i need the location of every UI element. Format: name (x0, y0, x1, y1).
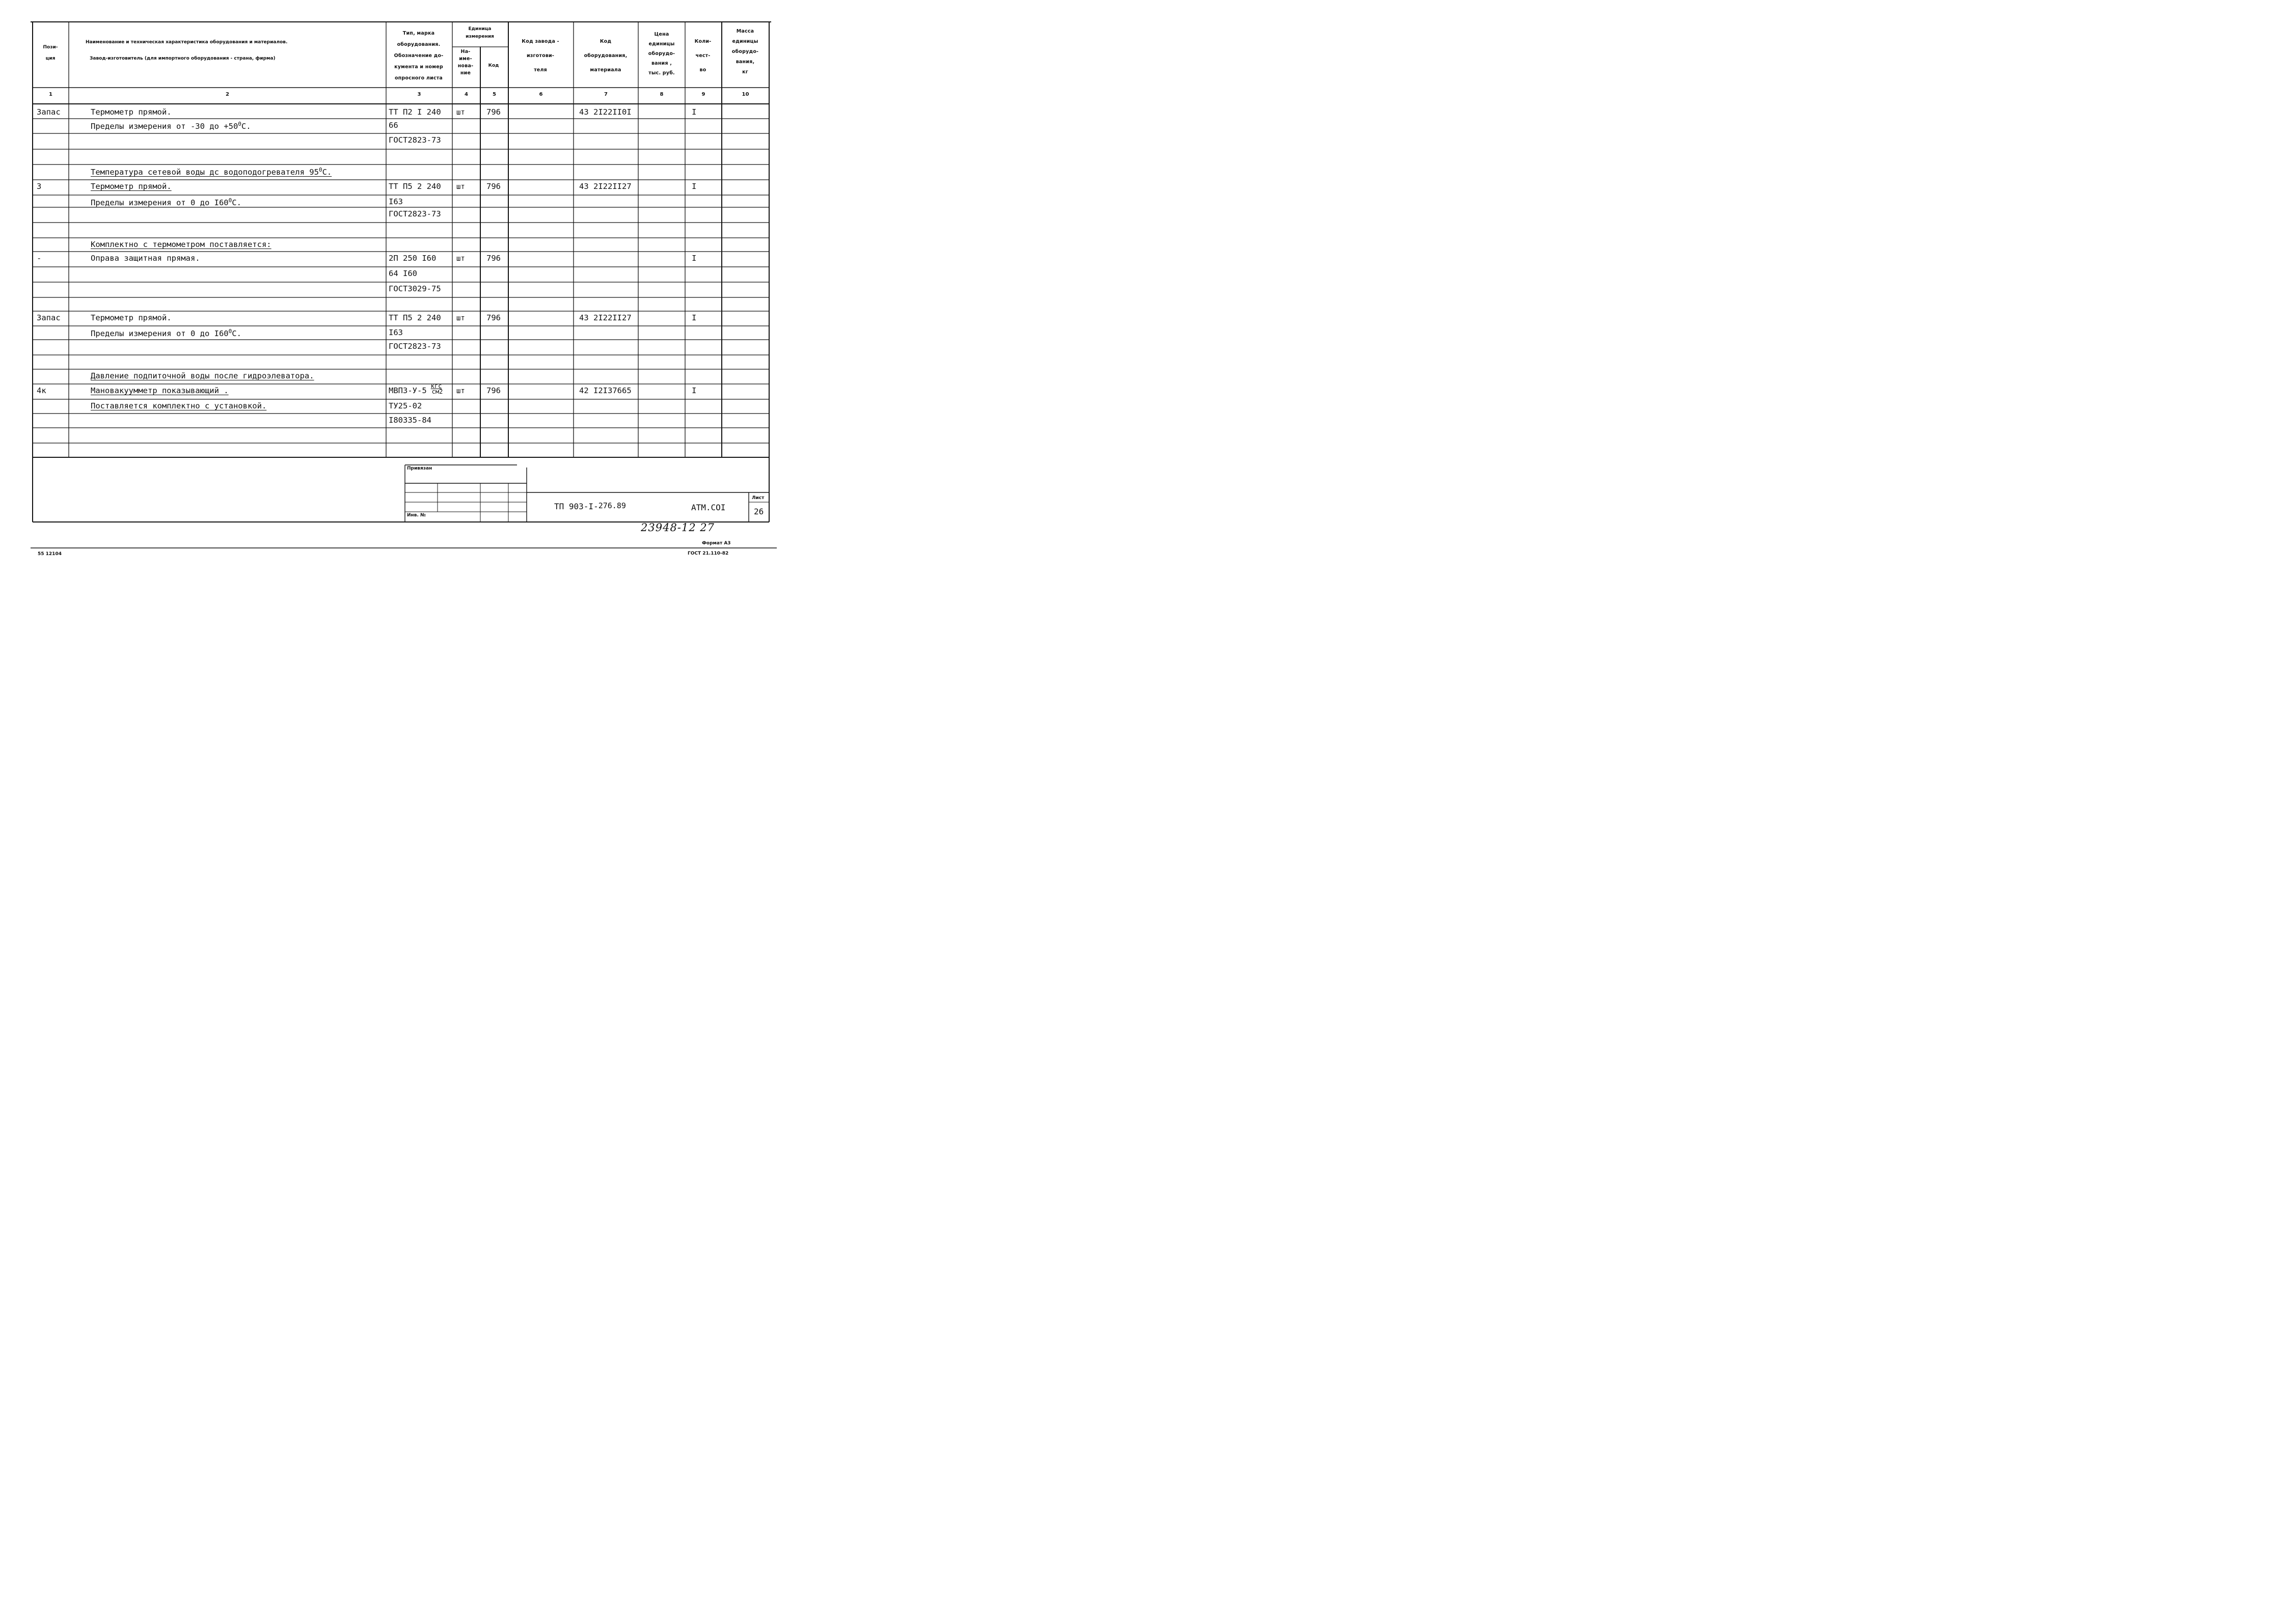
cell-name (91, 167, 332, 177)
cell-unit-name: шт (456, 314, 465, 322)
header-name-line1: Наименование и техническая характеристика оборудования и материалов. (86, 40, 288, 45)
cell-type (389, 328, 403, 337)
col8-line: единицы (648, 41, 675, 47)
col6-line: изготови- (526, 53, 555, 59)
cell-name (91, 401, 266, 410)
cell-name-text: Пределы измерения от 0 до I60 (91, 198, 229, 208)
col3-line: Тип, марка (402, 31, 435, 36)
col9-line: Коли- (694, 39, 712, 44)
cell-type (389, 313, 441, 322)
col7-line: материала (590, 67, 621, 73)
cell-type (389, 197, 403, 206)
degree-sign: 0 (318, 167, 322, 173)
header-unit-code: Код (488, 63, 499, 68)
column-number-9: 9 (701, 92, 705, 97)
privyazan-label: Привязан (407, 466, 432, 471)
document-number (554, 502, 626, 511)
header-position: Пози- ция (43, 45, 58, 61)
cell-quantity: I (692, 313, 697, 322)
cell-type-text: 2П 250 I60 (389, 254, 437, 263)
cell-type-text: 66 (389, 121, 398, 130)
fraction-denominator: см2 (431, 388, 443, 395)
cell-name (91, 254, 200, 263)
cell-name-unit: С. (232, 198, 241, 208)
cell-quantity: I (692, 386, 697, 395)
cell-position: 4к (37, 386, 46, 395)
footer-left-code: 55 12104 (38, 552, 62, 557)
footer-gost: ГОСТ 21.110-82 (688, 551, 729, 556)
cell-name-text: Термометр прямой. (91, 107, 172, 117)
degree-sign: 0 (238, 121, 241, 127)
cell-unit-code: 796 (486, 313, 501, 322)
col9-line: во (699, 67, 706, 73)
column-number-10: 10 (742, 92, 749, 97)
cell-type (389, 416, 431, 425)
cell-name (91, 328, 241, 338)
inventory-label: Инв. № (407, 513, 426, 518)
cell-equipment-code: 43 2I22II27 (579, 313, 632, 322)
col10-line: Масса (736, 29, 754, 34)
cell-unit-name: шт (456, 108, 465, 117)
cell-name-text: Мановакуумметр показывающий . (91, 386, 229, 395)
col3-line: Обозначение до- (394, 53, 444, 59)
document-number-handwritten: 276.89 (598, 501, 626, 510)
cell-type-text: ТТ П5 2 240 (389, 313, 441, 322)
cell-unit-code: 796 (486, 254, 501, 263)
cell-type-text: ГОСТ2823-73 (389, 209, 441, 218)
col6-line: теля (534, 67, 547, 73)
cell-type-text: I63 (389, 328, 403, 337)
column-number-7: 7 (604, 92, 608, 97)
column-number-3: 3 (417, 92, 421, 97)
column-number-5: 5 (493, 92, 496, 97)
cell-type-text: 64 I60 (389, 269, 417, 278)
document-number-text: ТП 903-I- (554, 502, 598, 511)
column-number-8: 8 (660, 92, 664, 97)
col4-line: име- (459, 56, 472, 62)
cell-type (389, 209, 441, 218)
cell-name-unit: С. (322, 168, 332, 177)
cell-name-text: Пределы измерения от -30 до +50 (91, 122, 238, 131)
col8-line: вания , (651, 61, 672, 66)
header-factory-code (508, 35, 573, 77)
col7-line: Код (600, 39, 612, 44)
header-unit: Единица измерения (466, 26, 494, 39)
col3-line: кумента и номер (394, 64, 443, 70)
column-number-2: 2 (226, 92, 229, 97)
cell-name-text: Пределы измерения от 0 до I60 (91, 329, 229, 339)
form-grid (0, 0, 794, 564)
cell-type (389, 135, 441, 145)
cell-quantity: I (692, 107, 697, 117)
cell-type-text: ТУ25-02 (389, 401, 422, 410)
cell-name (91, 107, 172, 117)
column-number-4: 4 (465, 92, 468, 97)
cell-type (389, 121, 398, 130)
cell-equipment-code: 43 2I22II27 (579, 182, 632, 191)
cell-unit-code: 796 (486, 182, 501, 191)
cell-type (389, 182, 441, 191)
pressure-unit-fraction (427, 382, 444, 395)
cell-name-text: Оправа защитная прямая. (91, 254, 200, 263)
col9-line: чест- (695, 53, 711, 59)
cell-type (389, 254, 436, 263)
col7-line: оборудования, (584, 53, 628, 59)
cell-position: 3 (37, 182, 42, 191)
col3-line: оборудования. (397, 42, 441, 47)
cell-type-text: ТТ П5 2 240 (389, 182, 441, 191)
cell-position: Запас (37, 313, 61, 322)
cell-name (91, 240, 271, 249)
col10-line: оборудо- (731, 49, 759, 54)
cell-position: - (37, 254, 42, 263)
cell-equipment-code: 43 2I22II0I (579, 107, 632, 117)
footer-format: Формат А3 (702, 541, 731, 546)
cell-quantity: I (692, 254, 697, 263)
cell-name-text: Комплектно с термометром поставляется: (91, 240, 271, 249)
cell-type-text: I80335-84 (389, 416, 431, 425)
col8-line: оборудо- (648, 51, 675, 57)
column-number-6: 6 (539, 92, 543, 97)
cell-type-text: I63 (389, 197, 403, 206)
cell-name-text: Термометр прямой. (91, 313, 172, 322)
header-mass (722, 26, 769, 77)
column-number-1: 1 (49, 92, 52, 97)
cell-quantity: I (692, 182, 697, 191)
cell-type (389, 107, 441, 117)
cell-unit-name: шт (456, 387, 465, 395)
cell-type-text: ТТ П2 I 240 (389, 107, 441, 117)
cell-type-text: ГОСТ2823-73 (389, 342, 441, 351)
cell-name-text: Поставляется комплектно с установкой. (91, 401, 267, 410)
fraction-numerator: кгс (430, 382, 442, 390)
cell-name (91, 197, 241, 207)
col8-line: тыс. руб. (648, 70, 675, 76)
handwritten-number: 23948-12 27 (641, 521, 715, 534)
degree-sign: 0 (228, 328, 232, 335)
degree-sign: 0 (228, 197, 232, 204)
col4-line: На- (460, 49, 471, 54)
cell-name-unit: С. (241, 122, 251, 131)
cell-type-text: МВП3-У-5 (389, 386, 427, 395)
col4-line: нова- (457, 63, 474, 69)
cell-equipment-code: 42 I2I37665 (579, 386, 632, 395)
col10-line: вания, (736, 59, 755, 65)
col4-line: ние (460, 70, 471, 76)
header-name-line2: Завод-изготовитель (для импортного оборудования - страна, фирма) (90, 56, 276, 61)
cell-name (91, 371, 314, 380)
cell-unit-code: 796 (486, 107, 501, 117)
cell-type (389, 382, 444, 395)
cell-type-text: ГОСТ3029-75 (389, 284, 441, 293)
cell-unit-name: шт (456, 255, 465, 263)
col10-line: кг (742, 69, 748, 75)
cell-name-text: Давление подпиточной воды после гидроэлеватора. (91, 371, 314, 380)
cell-name (91, 386, 229, 395)
cell-unit-name: шт (456, 183, 465, 191)
document-code: АТМ.СОI (691, 503, 726, 512)
col6-line: Код завода - (522, 39, 559, 44)
header-price (638, 30, 685, 78)
cell-name (91, 121, 251, 131)
header-quantity (685, 35, 721, 77)
cell-position: Запас (37, 107, 61, 117)
col3-line: опросного листа (394, 75, 443, 81)
sheet-label: Лист (752, 496, 765, 501)
cell-type (389, 284, 441, 293)
cell-name-unit: С. (232, 329, 241, 339)
cell-name (91, 182, 172, 191)
cell-name-text: Термометр прямой. (91, 182, 172, 191)
header-equip-code (574, 35, 638, 77)
col8-line: Цена (654, 32, 669, 37)
header-unit-name (452, 48, 479, 77)
header-type (386, 28, 451, 84)
cell-type (389, 342, 441, 351)
sheet-number: 26 (754, 507, 764, 516)
cell-type (389, 269, 417, 278)
cell-type (389, 401, 422, 410)
cell-name-text: Температура сетевой воды дс водоподогревателя 95 (91, 168, 319, 177)
cell-type-text: ГОСТ2823-73 (389, 135, 441, 145)
cell-name (91, 313, 172, 322)
col10-line: единицы (732, 39, 758, 44)
cell-unit-code: 796 (486, 386, 501, 395)
